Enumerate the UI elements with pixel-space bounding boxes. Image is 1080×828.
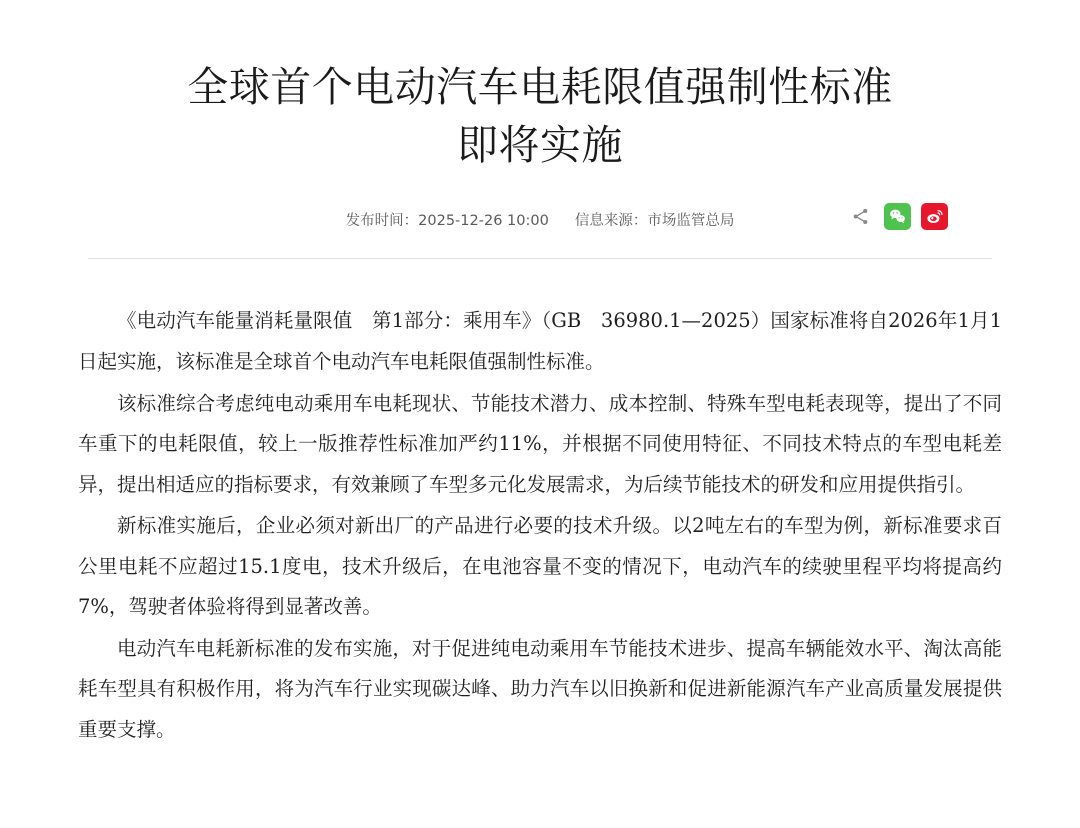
source: 信息来源：市场监管总局	[574, 212, 735, 229]
weibo-icon[interactable]	[921, 203, 948, 230]
article-paragraph: 《电动汽车能量消耗量限值 第1部分：乘用车》（GB 36980.1—2025）国家标准将自2026年1月1日起实施，该标准是全球首个电动汽车电耗限值强制性标准。	[78, 309, 1002, 373]
article-paragraph: 电动汽车电耗新标准的发布实施，对于促进纯电动乘用车节能技术进步、提高车辆能效水平、淘汰高能耗车型具有积极作用，将为汽车行业实现碳达峰、助力汽车以旧换新和促进新能源汽车产业高质量发展提供重要支撑。	[78, 636, 1002, 741]
page-title-line-1: 全球首个电动汽车电耗限值强制性标准	[187, 63, 893, 111]
publish-time: 发布时间：2025-12-26 10:00	[345, 212, 549, 229]
page-title-line-2: 即将实施	[457, 121, 623, 170]
article-body	[0, 259, 1080, 811]
article-meta	[346, 209, 735, 230]
share-buttons[interactable]	[847, 203, 948, 230]
page-title	[0, 0, 1080, 174]
share-icon[interactable]	[847, 203, 874, 230]
article-meta-row	[0, 202, 1080, 236]
wechat-icon[interactable]	[884, 203, 911, 230]
article-paragraph: 新标准实施后，企业必须对新出厂的产品进行必要的技术升级。以2吨左右的车型为例，新标准要求百公里电耗不应超过15.1度电，技术升级后，在电池容量不变的情况下，电动汽车的续驶里程平均将提高约7%，驾驶者体验将得到显著改善。	[78, 514, 1002, 619]
article-paragraph: 该标准综合考虑纯电动乘用车电耗现状、节能技术潜力、成本控制、特殊车型电耗表现等，提出了不同车重下的电耗限值，较上一版推荐性标准加严约11%，并根据不同使用特征、不同技术特点的车型电耗差异，提出相适应的指标要求，有效兼顾了车型多元化发展需求，为后续节能技术的研发和应用提供指引。	[78, 391, 1002, 496]
